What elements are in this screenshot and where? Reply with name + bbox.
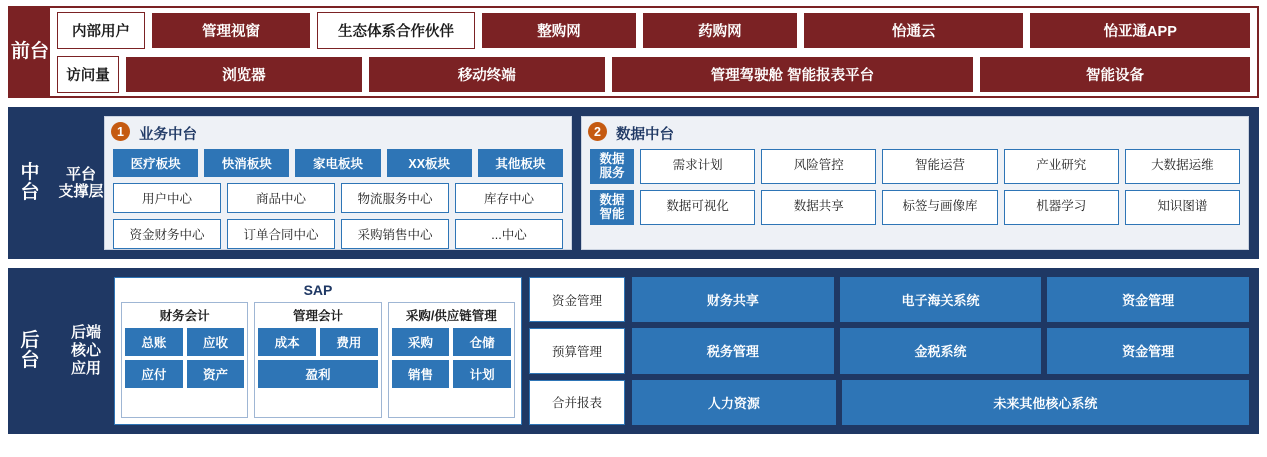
system-fund-management-2[interactable]: 资金管理 xyxy=(1047,328,1249,373)
sap-column-financial-accounting xyxy=(121,302,248,418)
sector-fmcg[interactable]: 快消板块 xyxy=(204,149,289,177)
business-middle-platform-title: 业务中台 xyxy=(139,127,197,143)
front-chip-zhenggou[interactable]: 整购网 xyxy=(482,13,636,48)
treasury-column xyxy=(529,277,625,425)
sap-items-procurement-supply-chain xyxy=(392,328,511,388)
center-product[interactable]: 商品中心 xyxy=(227,183,335,213)
data-middle-platform-panel xyxy=(581,116,1249,250)
front-chip-visits[interactable]: 访问量 xyxy=(57,56,119,93)
other-core-systems-row-1 xyxy=(632,277,1249,322)
data-service-smart-operation[interactable]: 智能运营 xyxy=(882,149,997,184)
back-office-label: 后 台 xyxy=(10,270,50,432)
treasury-consolidated-report[interactable]: 合并报表 xyxy=(529,380,625,425)
sector-xx[interactable]: XX板块 xyxy=(387,149,472,177)
sap-item-cost[interactable]: 成本 xyxy=(258,328,316,356)
data-intel-knowledge-graph[interactable]: 知识图谱 xyxy=(1125,190,1240,225)
data-service-risk-control[interactable]: 风险管控 xyxy=(761,149,876,184)
center-finance[interactable]: 资金财务中心 xyxy=(113,219,221,249)
front-chip-ecosystem-partners[interactable]: 生态体系合作伙伴 xyxy=(317,12,475,49)
data-service-cells xyxy=(640,149,1240,184)
data-service-demand-plan[interactable]: 需求计划 xyxy=(640,149,755,184)
sap-column-header-procurement-supply-chain: 采购/供应链管理 xyxy=(405,309,497,323)
sector-other[interactable]: 其他板块 xyxy=(478,149,563,177)
other-core-systems-row-2 xyxy=(632,328,1249,373)
sap-title: SAP xyxy=(303,282,333,298)
middle-office-label: 中 台 xyxy=(10,109,50,257)
front-chip-yaogou[interactable]: 药购网 xyxy=(643,13,797,48)
center-more[interactable]: ...中心 xyxy=(455,219,563,249)
badge-number-2: 2 xyxy=(588,122,607,141)
middle-office-body xyxy=(50,109,1257,257)
front-office-band xyxy=(8,6,1259,98)
front-office-row-2 xyxy=(57,56,1250,93)
center-purchase-sales[interactable]: 采购销售中心 xyxy=(341,219,449,249)
front-chip-yiyatong-app[interactable]: 怡亚通APP xyxy=(1030,13,1250,48)
business-center-row-2 xyxy=(113,219,563,249)
system-financial-shared-service[interactable]: 财务共享 xyxy=(632,277,834,322)
data-intel-tag-image-library[interactable]: 标签与画像库 xyxy=(882,190,997,225)
sap-columns xyxy=(121,302,515,418)
sap-item-receivable[interactable]: 应收 xyxy=(187,328,245,356)
system-tax-management[interactable]: 税务管理 xyxy=(632,328,834,373)
sap-item-planning[interactable]: 计划 xyxy=(453,360,511,388)
sap-column-management-accounting xyxy=(254,302,381,418)
sap-item-expense[interactable]: 费用 xyxy=(320,328,378,356)
front-chip-mobile-terminal[interactable]: 移动终端 xyxy=(369,57,605,92)
front-chip-internal-users[interactable]: 内部用户 xyxy=(57,12,145,49)
sap-item-payable[interactable]: 应付 xyxy=(125,360,183,388)
badge-number-1: 1 xyxy=(111,122,130,141)
data-intelligence-tag: 数据 智能 xyxy=(590,190,634,225)
treasury-budget-management[interactable]: 预算管理 xyxy=(529,328,625,373)
front-chip-yitongyun[interactable]: 怡通云 xyxy=(804,13,1024,48)
business-sector-row xyxy=(113,149,563,177)
front-office-label: 前台 xyxy=(10,8,50,96)
middle-office-band xyxy=(8,107,1259,259)
system-fund-management-1[interactable]: 资金管理 xyxy=(1047,277,1249,322)
sap-item-general-ledger[interactable]: 总账 xyxy=(125,328,183,356)
sap-item-assets[interactable]: 资产 xyxy=(187,360,245,388)
sap-item-purchase[interactable]: 采购 xyxy=(392,328,450,356)
front-chip-management-cockpit[interactable]: 管理驾驶舱 智能报表平台 xyxy=(612,57,973,92)
data-service-group xyxy=(590,149,1240,184)
sap-item-sales[interactable]: 销售 xyxy=(392,360,450,388)
sector-appliance[interactable]: 家电板块 xyxy=(295,149,380,177)
data-service-tag: 数据 服务 xyxy=(590,149,634,184)
system-human-resources[interactable]: 人力资源 xyxy=(632,380,836,425)
sap-column-header-financial-accounting: 财务会计 xyxy=(159,309,210,323)
sap-item-warehouse[interactable]: 仓储 xyxy=(453,328,511,356)
sap-panel xyxy=(114,277,522,425)
sap-column-procurement-supply-chain xyxy=(388,302,515,418)
data-service-industry-research[interactable]: 产业研究 xyxy=(1004,149,1119,184)
back-office-body xyxy=(50,270,1257,432)
platform-support-layer-label: 平台 支撑层 xyxy=(58,165,104,200)
data-intel-sharing[interactable]: 数据共享 xyxy=(761,190,876,225)
backend-core-app-label: 后端 核心 应用 xyxy=(70,324,101,377)
data-service-bigdata-ops[interactable]: 大数据运维 xyxy=(1125,149,1240,184)
treasury-fund-management[interactable]: 资金管理 xyxy=(529,277,625,322)
front-office-body xyxy=(50,8,1257,96)
sap-item-profitability[interactable]: 盈利 xyxy=(258,360,377,388)
front-chip-management-window[interactable]: 管理视窗 xyxy=(152,13,310,48)
sap-items-management-accounting xyxy=(258,328,377,388)
front-chip-browser[interactable]: 浏览器 xyxy=(126,57,362,92)
sap-column-header-management-accounting: 管理会计 xyxy=(292,309,343,323)
data-intel-machine-learning[interactable]: 机器学习 xyxy=(1004,190,1119,225)
data-intelligence-cells xyxy=(640,190,1240,225)
back-office-band xyxy=(8,268,1259,434)
center-logistics[interactable]: 物流服务中心 xyxy=(341,183,449,213)
front-office-row-1 xyxy=(57,12,1250,49)
sap-items-financial-accounting xyxy=(125,328,244,388)
data-intel-visualization[interactable]: 数据可视化 xyxy=(640,190,755,225)
center-user[interactable]: 用户中心 xyxy=(113,183,221,213)
data-middle-platform-title: 数据中台 xyxy=(616,127,674,143)
data-intelligence-group xyxy=(590,190,1240,225)
sector-medical[interactable]: 医疗板块 xyxy=(113,149,198,177)
center-inventory[interactable]: 库存中心 xyxy=(455,183,563,213)
business-middle-platform-panel xyxy=(104,116,572,250)
center-order-contract[interactable]: 订单合同中心 xyxy=(227,219,335,249)
system-golden-tax[interactable]: 金税系统 xyxy=(840,328,1042,373)
system-future-other-core[interactable]: 未来其他核心系统 xyxy=(842,380,1249,425)
system-e-customs[interactable]: 电子海关系统 xyxy=(840,277,1042,322)
other-core-systems-row-3 xyxy=(632,380,1249,425)
business-center-row-1 xyxy=(113,183,563,213)
front-chip-smart-device[interactable]: 智能设备 xyxy=(980,57,1250,92)
other-core-systems-grid xyxy=(632,277,1249,425)
